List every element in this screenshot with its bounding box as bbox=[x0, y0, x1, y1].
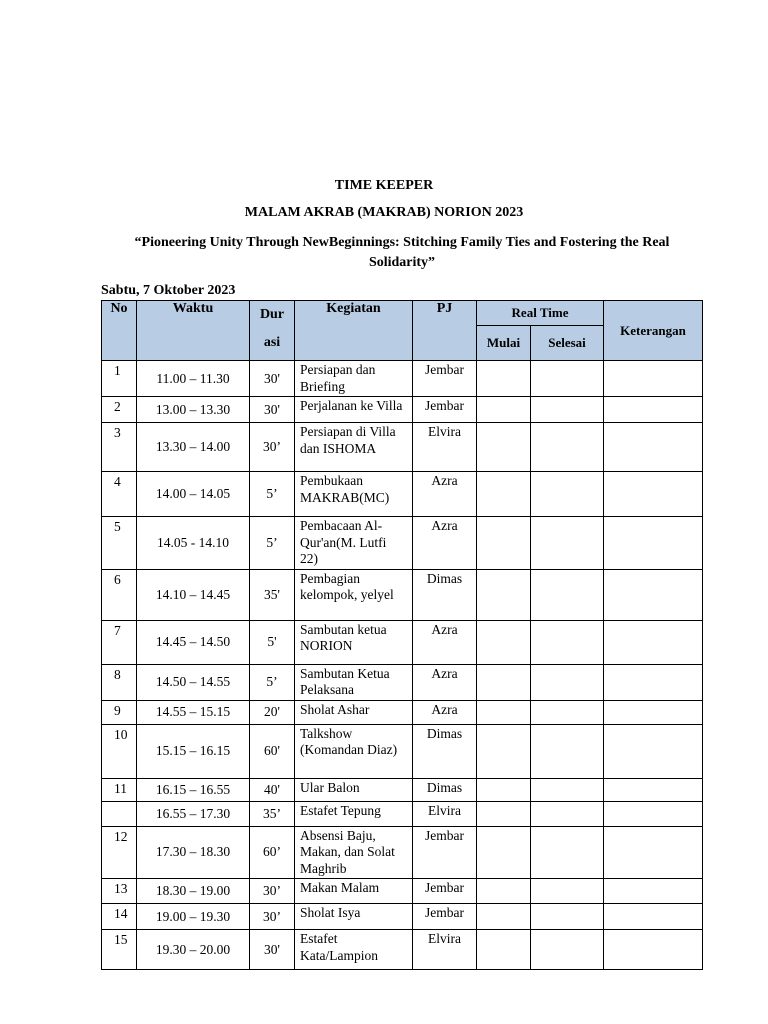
row-no: 1 bbox=[102, 361, 137, 397]
row-waktu: 14.50 – 14.55 bbox=[137, 664, 250, 700]
row-pj: Elvira bbox=[413, 930, 477, 970]
row-waktu: 14.10 – 14.45 bbox=[137, 569, 250, 620]
row-waktu: 14.00 – 14.05 bbox=[137, 472, 250, 517]
row-no: 5 bbox=[102, 517, 137, 570]
table-row bbox=[102, 930, 703, 970]
row-keterangan bbox=[604, 930, 703, 970]
row-no: 13 bbox=[102, 879, 137, 904]
row-mulai bbox=[477, 700, 531, 724]
row-kegiatan: Absensi Baju, Makan, dan Solat Maghrib bbox=[295, 826, 413, 879]
row-mulai bbox=[477, 472, 531, 517]
row-pj: Jembar bbox=[413, 361, 477, 397]
row-mulai bbox=[477, 801, 531, 826]
row-keterangan bbox=[604, 361, 703, 397]
table-row bbox=[102, 724, 703, 778]
row-selesai bbox=[531, 620, 604, 664]
row-durasi: 30’ bbox=[250, 879, 295, 904]
row-durasi: 35' bbox=[250, 569, 295, 620]
row-waktu: 14.05 - 14.10 bbox=[137, 517, 250, 570]
row-durasi: 60’ bbox=[250, 826, 295, 879]
event-date: Sabtu, 7 Oktober 2023 bbox=[101, 283, 236, 298]
row-no: 14 bbox=[102, 904, 137, 930]
row-durasi: 30' bbox=[250, 930, 295, 970]
row-waktu: 11.00 – 11.30 bbox=[137, 361, 250, 397]
row-waktu: 14.55 – 15.15 bbox=[137, 700, 250, 724]
header-durasi bbox=[250, 301, 295, 361]
row-selesai bbox=[531, 472, 604, 517]
row-selesai bbox=[531, 801, 604, 826]
row-mulai bbox=[477, 879, 531, 904]
row-durasi: 5’ bbox=[250, 664, 295, 700]
row-waktu: 14.45 – 14.50 bbox=[137, 620, 250, 664]
header-durasi-line2: asi bbox=[263, 335, 281, 350]
table-row bbox=[102, 472, 703, 517]
row-no bbox=[102, 801, 137, 826]
row-no: 10 bbox=[102, 724, 137, 778]
row-no: 6 bbox=[102, 569, 137, 620]
row-pj: Elvira bbox=[413, 801, 477, 826]
row-no: 7 bbox=[102, 620, 137, 664]
table-row bbox=[102, 517, 703, 570]
row-no: 3 bbox=[102, 423, 137, 472]
row-mulai bbox=[477, 569, 531, 620]
row-no: 2 bbox=[102, 397, 137, 423]
row-no: 11 bbox=[102, 778, 137, 801]
row-waktu: 18.30 – 19.00 bbox=[137, 879, 250, 904]
row-mulai bbox=[477, 423, 531, 472]
row-waktu: 16.15 – 16.55 bbox=[137, 778, 250, 801]
event-tagline: “Pioneering Unity Through NewBeginnings: Stitching Family Ties and Fostering the Real Solidarity” bbox=[134, 235, 670, 270]
row-mulai bbox=[477, 724, 531, 778]
row-keterangan bbox=[604, 778, 703, 801]
row-kegiatan: Pembukaan MAKRAB(MC) bbox=[295, 472, 413, 517]
row-durasi: 30' bbox=[250, 361, 295, 397]
row-waktu: 19.30 – 20.00 bbox=[137, 930, 250, 970]
row-no: 15 bbox=[102, 930, 137, 970]
row-pj: Azra bbox=[413, 700, 477, 724]
table-row bbox=[102, 569, 703, 620]
row-selesai bbox=[531, 778, 604, 801]
header-durasi-line1: Dur bbox=[259, 307, 285, 322]
row-selesai bbox=[531, 361, 604, 397]
table-row bbox=[102, 879, 703, 904]
row-pj: Dimas bbox=[413, 569, 477, 620]
header-real-time: Real Time bbox=[477, 301, 604, 326]
row-selesai bbox=[531, 879, 604, 904]
header-pj: PJ bbox=[413, 301, 477, 361]
row-durasi: 30' bbox=[250, 397, 295, 423]
row-no: 9 bbox=[102, 700, 137, 724]
row-durasi: 30’ bbox=[250, 423, 295, 472]
row-selesai bbox=[531, 724, 604, 778]
row-mulai bbox=[477, 826, 531, 879]
row-durasi: 5' bbox=[250, 620, 295, 664]
row-keterangan bbox=[604, 904, 703, 930]
row-kegiatan: Makan Malam bbox=[295, 879, 413, 904]
row-kegiatan: Persiapan dan Briefing bbox=[295, 361, 413, 397]
row-keterangan bbox=[604, 569, 703, 620]
row-durasi: 35’ bbox=[250, 801, 295, 826]
row-keterangan bbox=[604, 826, 703, 879]
row-kegiatan: Sambutan Ketua Pelaksana bbox=[295, 664, 413, 700]
row-durasi: 40' bbox=[250, 778, 295, 801]
row-kegiatan: Sambutan ketua NORION bbox=[295, 620, 413, 664]
row-selesai bbox=[531, 904, 604, 930]
row-selesai bbox=[531, 517, 604, 570]
row-selesai bbox=[531, 569, 604, 620]
header-keterangan: Keterangan bbox=[604, 301, 703, 361]
row-no: 12 bbox=[102, 826, 137, 879]
row-selesai bbox=[531, 826, 604, 879]
row-mulai bbox=[477, 664, 531, 700]
table-row bbox=[102, 778, 703, 801]
row-waktu: 16.55 – 17.30 bbox=[137, 801, 250, 826]
row-keterangan bbox=[604, 423, 703, 472]
table-row bbox=[102, 801, 703, 826]
row-pj: Azra bbox=[413, 517, 477, 570]
row-waktu: 13.00 – 13.30 bbox=[137, 397, 250, 423]
row-mulai bbox=[477, 397, 531, 423]
row-pj: Dimas bbox=[413, 778, 477, 801]
table-row bbox=[102, 397, 703, 423]
event-title: MALAM AKRAB (MAKRAB) NORION 2023 bbox=[244, 205, 524, 220]
table-row bbox=[102, 423, 703, 472]
row-pj: Jembar bbox=[413, 397, 477, 423]
row-kegiatan: Pembacaan Al-Qur'an(M. Lutfi 22) bbox=[295, 517, 413, 570]
row-selesai bbox=[531, 700, 604, 724]
table-row bbox=[102, 361, 703, 397]
row-mulai bbox=[477, 904, 531, 930]
row-pj: Jembar bbox=[413, 904, 477, 930]
table-row bbox=[102, 664, 703, 700]
row-pj: Jembar bbox=[413, 879, 477, 904]
row-selesai bbox=[531, 423, 604, 472]
header-waktu: Waktu bbox=[137, 301, 250, 361]
row-waktu: 19.00 – 19.30 bbox=[137, 904, 250, 930]
row-kegiatan: Perjalanan ke Villa bbox=[295, 397, 413, 423]
header-no: No bbox=[102, 301, 137, 361]
row-kegiatan: Estafet Kata/Lampion bbox=[295, 930, 413, 970]
row-waktu: 13.30 – 14.00 bbox=[137, 423, 250, 472]
row-kegiatan: Sholat Ashar bbox=[295, 700, 413, 724]
row-pj: Dimas bbox=[413, 724, 477, 778]
row-no: 4 bbox=[102, 472, 137, 517]
row-waktu: 15.15 – 16.15 bbox=[137, 724, 250, 778]
row-kegiatan: Estafet Tepung bbox=[295, 801, 413, 826]
row-mulai bbox=[477, 930, 531, 970]
row-no: 8 bbox=[102, 664, 137, 700]
row-keterangan bbox=[604, 517, 703, 570]
row-pj: Elvira bbox=[413, 423, 477, 472]
row-pj: Azra bbox=[413, 664, 477, 700]
row-mulai bbox=[477, 361, 531, 397]
row-kegiatan: Sholat Isya bbox=[295, 904, 413, 930]
row-pj: Azra bbox=[413, 472, 477, 517]
header-kegiatan: Kegiatan bbox=[295, 301, 413, 361]
row-mulai bbox=[477, 778, 531, 801]
row-keterangan bbox=[604, 664, 703, 700]
row-keterangan bbox=[604, 620, 703, 664]
row-durasi: 60' bbox=[250, 724, 295, 778]
row-keterangan bbox=[604, 801, 703, 826]
row-selesai bbox=[531, 397, 604, 423]
table-row bbox=[102, 620, 703, 664]
row-durasi: 5’ bbox=[250, 472, 295, 517]
row-durasi: 20' bbox=[250, 700, 295, 724]
row-pj: Azra bbox=[413, 620, 477, 664]
row-keterangan bbox=[604, 472, 703, 517]
row-mulai bbox=[477, 620, 531, 664]
row-keterangan bbox=[604, 700, 703, 724]
row-waktu: 17.30 – 18.30 bbox=[137, 826, 250, 879]
table-row bbox=[102, 904, 703, 930]
row-pj: Jembar bbox=[413, 826, 477, 879]
schedule-table bbox=[101, 300, 703, 970]
document-title: TIME KEEPER bbox=[334, 178, 434, 193]
row-kegiatan: Ular Balon bbox=[295, 778, 413, 801]
row-durasi: 30’ bbox=[250, 904, 295, 930]
row-keterangan bbox=[604, 724, 703, 778]
table-row bbox=[102, 700, 703, 724]
row-mulai bbox=[477, 517, 531, 570]
header-selesai: Selesai bbox=[531, 326, 604, 361]
row-selesai bbox=[531, 664, 604, 700]
row-kegiatan: Persiapan di Villa dan ISHOMA bbox=[295, 423, 413, 472]
row-keterangan bbox=[604, 397, 703, 423]
row-selesai bbox=[531, 930, 604, 970]
row-keterangan bbox=[604, 879, 703, 904]
row-durasi: 5’ bbox=[250, 517, 295, 570]
row-kegiatan: Pembagian kelompok, yelyel bbox=[295, 569, 413, 620]
table-row bbox=[102, 826, 703, 879]
schedule-body bbox=[102, 361, 703, 970]
row-kegiatan: Talkshow (Komandan Diaz) bbox=[295, 724, 413, 778]
header-mulai: Mulai bbox=[477, 326, 531, 361]
